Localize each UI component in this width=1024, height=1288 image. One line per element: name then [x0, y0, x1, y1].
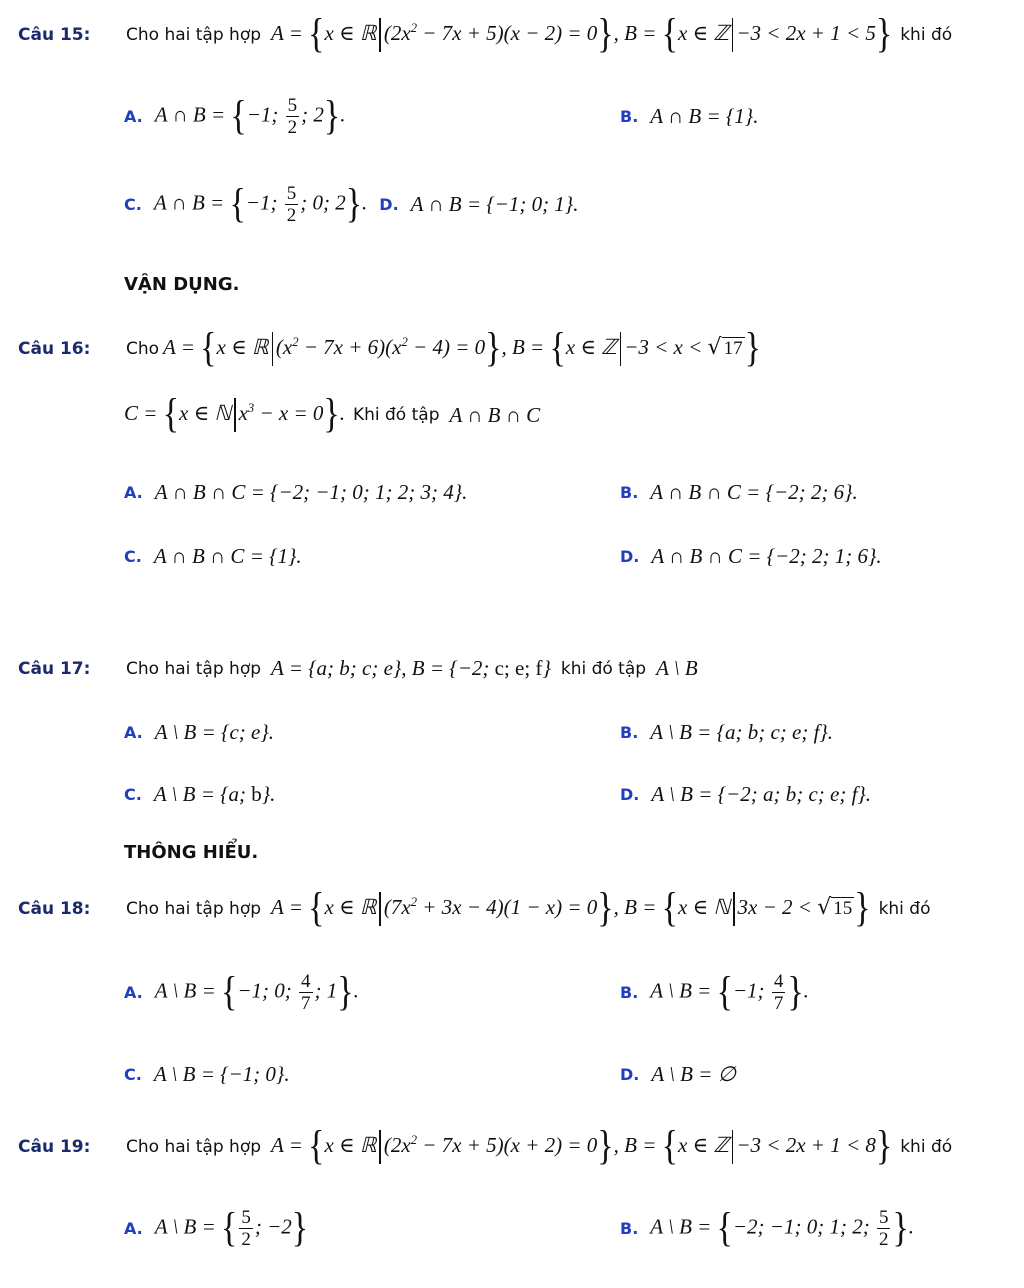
option-label: D.: [620, 547, 640, 566]
option-label: A.: [124, 1219, 143, 1238]
question-math: A = {x ∈ ℝ $(2x^2 - 7x + 5)(x - 2) = 0$}, B = {x ∈ ℤ −3 < 2x + 1 < 5}: [271, 12, 893, 57]
option-math: A \ B = {−1; 0; $\frac{4}{7}$ ; 1}.: [154, 969, 359, 1015]
question-number: Câu 15:: [18, 25, 91, 45]
option-math: A \ B = {−1; 0}.: [153, 1062, 290, 1086]
option-math: A ∩ B = {−1; $\frac{5}{2}$ ; 2}.: [154, 93, 346, 139]
question-math: A = {x ∈ ℝ $(2x^2 - 7x + 5)(x + 2) = 0$}, B = {x ∈ ℤ −3 < 2x + 1 < 8}: [271, 1124, 893, 1169]
question-15: [18, 12, 953, 57]
option-c[interactable]: [124, 544, 302, 569]
question-lead: Cho hai tập hợp: [126, 658, 262, 679]
option-math: A ∩ B = {−1; 0; 1}.: [410, 192, 579, 216]
option-d[interactable]: [620, 782, 871, 807]
option-label: D.: [379, 195, 399, 214]
option-label: A.: [124, 723, 143, 742]
option-label: B.: [620, 723, 639, 742]
question-number: Câu 19:: [18, 1137, 91, 1157]
question-19: [18, 1124, 953, 1169]
question-math: A = {x ∈ ℝ $(7x^2 + 3x - 4)(1 - x) = 0$}, B = {x ∈ ℕ 3x − 2 < √ 15 }: [271, 886, 871, 931]
option-c[interactable]: [124, 181, 579, 227]
section-heading: THÔNG HIỂU.: [124, 842, 259, 863]
question-tail: khi đó tập: [560, 658, 647, 679]
question-number: Câu 18:: [18, 899, 91, 919]
option-label: A.: [124, 483, 143, 502]
question-16: [18, 326, 761, 371]
option-a[interactable]: [124, 969, 359, 1015]
section-heading: VẬN DỤNG.: [124, 274, 240, 295]
question-18: [18, 886, 931, 931]
option-b[interactable]: [620, 480, 858, 505]
option-math: A \ B = {−2; −1; 0; 1; 2; $\frac{5}{2}$ }.: [650, 1205, 915, 1251]
option-math: A ∩ B ∩ C = {1}.: [153, 544, 302, 568]
option-c[interactable]: [124, 782, 275, 807]
question-number: Câu 16:: [18, 339, 91, 359]
option-b[interactable]: [620, 1205, 915, 1251]
option-math: A ∩ B ∩ C = {−2; −1; 0; 1; 2; 3; 4}.: [154, 480, 468, 504]
option-label: A.: [124, 983, 143, 1002]
option-d[interactable]: [620, 1062, 736, 1087]
question-tail: khi đó: [878, 899, 931, 919]
option-math: A \ B = { $\frac{5}{2}$ ; −2}: [154, 1205, 309, 1251]
option-label: B.: [620, 1219, 639, 1238]
option-math: A \ B = {a; b}.: [153, 782, 276, 806]
option-d[interactable]: [620, 544, 882, 569]
question-lead: Cho hai tập hợp: [126, 1137, 262, 1157]
question-lead: Cho hai tập hợp: [126, 899, 262, 919]
question-16-line2: [124, 392, 541, 437]
option-math: A \ B = {−1; $\frac{4}{7}$ }.: [650, 969, 809, 1015]
option-a[interactable]: [124, 1205, 309, 1251]
question-lead: Cho hai tập hợp: [126, 25, 262, 45]
question-tail: Khi đó tập: [352, 405, 440, 425]
option-math: A ∩ B ∩ C = {−2; 2; 1; 6}.: [651, 544, 882, 568]
option-math: A ∩ B = {−1; $\frac{5}{2}$ ; 0; 2}.: [153, 181, 368, 227]
question-math: A = {a; b; c; e}, B = {−2; c; e; f}: [271, 656, 551, 680]
option-a[interactable]: [124, 720, 274, 745]
option-label: B.: [620, 107, 639, 126]
option-label: C.: [124, 1065, 142, 1084]
option-label: B.: [620, 983, 639, 1002]
option-math: A \ B = ∅: [651, 1062, 736, 1086]
question-17: [18, 656, 698, 681]
option-math: A \ B = {a; b; c; e; f}.: [650, 720, 834, 744]
option-label: B.: [620, 483, 639, 502]
question-math: A = {x ∈ ℝ $(x^2 - 7x + 6)(x^2 - 4) = 0$}, B = {x ∈ ℤ −3 < x < √ 17 }: [163, 326, 761, 371]
option-label: C.: [124, 785, 142, 804]
option-c[interactable]: [124, 1062, 290, 1087]
option-label: C.: [124, 195, 142, 214]
option-b[interactable]: [620, 969, 809, 1015]
question-math: A ∩ B ∩ C: [449, 402, 541, 427]
option-math: A \ B = {c; e}.: [154, 720, 274, 744]
question-math: C = {x ∈ ℕ $x^3 - x = 0$}.: [124, 392, 345, 437]
option-label: D.: [620, 1065, 640, 1084]
option-a[interactable]: [124, 93, 346, 139]
option-label: D.: [620, 785, 640, 804]
option-math: A \ B = {−2; a; b; c; e; f}.: [651, 782, 872, 806]
question-lead: Cho: [126, 339, 160, 359]
option-math: A ∩ B ∩ C = {−2; 2; 6}.: [650, 480, 858, 504]
option-b[interactable]: [620, 104, 758, 129]
question-tail: khi đó: [900, 1137, 953, 1157]
question-math: A \ B: [656, 656, 698, 680]
option-label: A.: [124, 107, 143, 126]
option-b[interactable]: [620, 720, 833, 745]
option-a[interactable]: [124, 480, 467, 505]
option-math: A ∩ B = {1}.: [650, 104, 759, 128]
option-label: C.: [124, 547, 142, 566]
question-tail: khi đó: [900, 25, 953, 45]
question-number: Câu 17:: [18, 658, 91, 679]
